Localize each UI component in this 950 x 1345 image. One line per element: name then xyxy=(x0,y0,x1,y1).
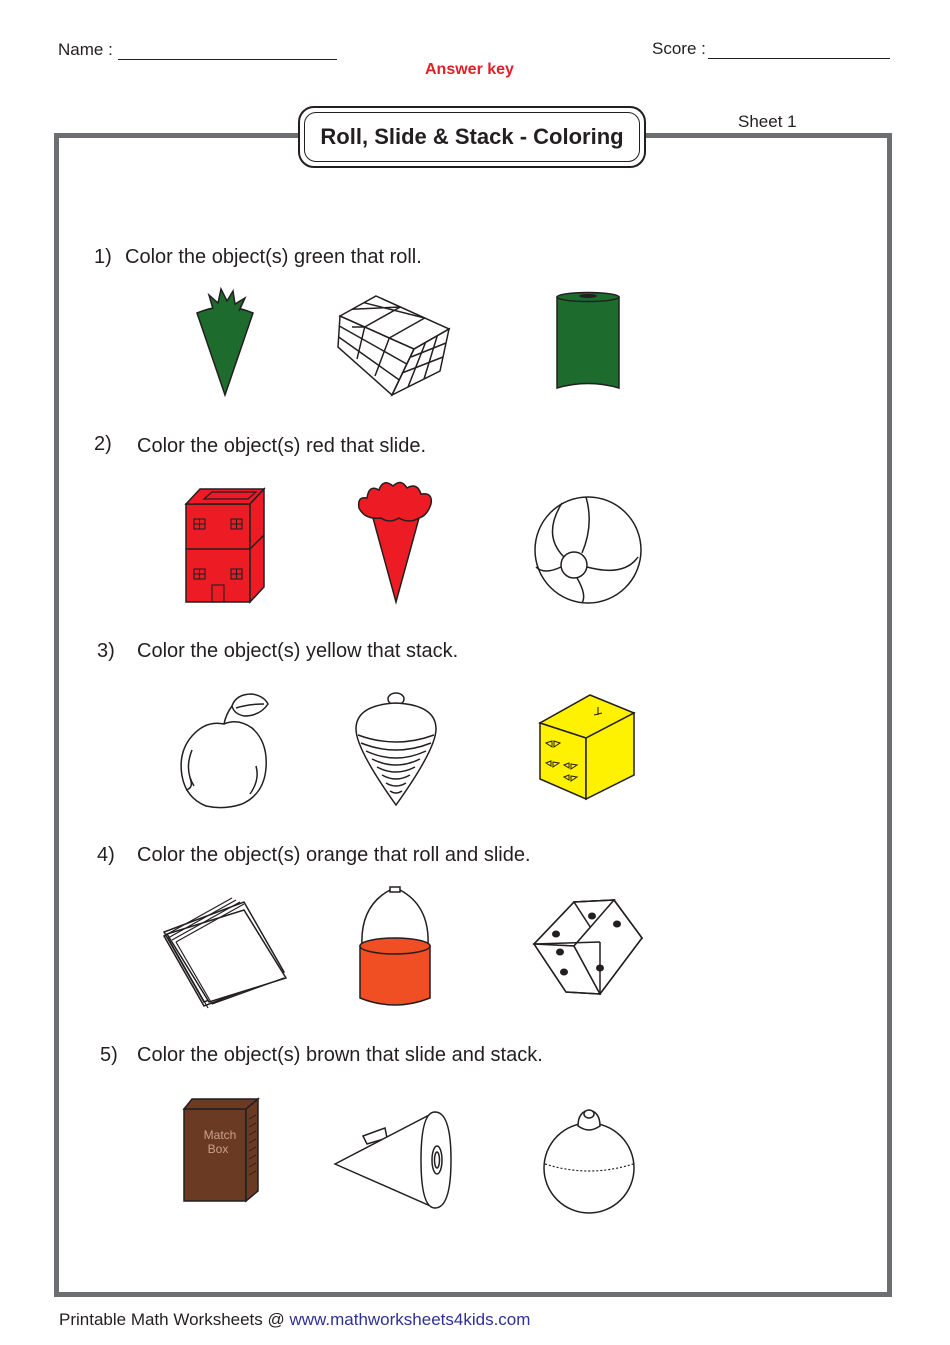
carrot-icon[interactable] xyxy=(185,285,265,400)
question-2-text: Color the object(s) red that slide. xyxy=(137,435,427,457)
footer-text: Printable Math Worksheets @ xyxy=(59,1310,285,1329)
question-4-number: 4) xyxy=(97,844,115,866)
apple-icon[interactable] xyxy=(176,690,272,812)
question-5-text: Color the object(s) brown that slide and stack. xyxy=(137,1044,543,1066)
book-icon[interactable] xyxy=(162,896,288,1010)
name-field-line[interactable] xyxy=(118,59,337,60)
building-icon[interactable] xyxy=(184,487,266,605)
dice-icon[interactable] xyxy=(530,894,646,998)
score-field-line[interactable] xyxy=(708,58,890,59)
question-3-text: Color the object(s) yellow that stack. xyxy=(137,640,459,662)
footer-link[interactable]: www.mathworksheets4kids.com xyxy=(289,1310,531,1329)
rubiks-cube-icon[interactable] xyxy=(336,293,454,399)
question-1-number: 1) xyxy=(94,246,112,268)
name-label: Name : xyxy=(58,40,113,59)
question-5-number: 5) xyxy=(100,1044,118,1066)
cone-icon[interactable] xyxy=(333,1108,451,1212)
title-box xyxy=(298,106,646,168)
matchbox-label-line2: Box xyxy=(207,1142,229,1156)
question-2-number: 2) xyxy=(94,433,112,455)
matchbox-icon[interactable] xyxy=(182,1097,264,1203)
beach-ball-icon[interactable] xyxy=(532,495,644,605)
question-4-text: Color the object(s) orange that roll and slide. xyxy=(137,844,531,866)
sheet-label: Sheet 1 xyxy=(738,112,797,131)
spinning-top-icon[interactable] xyxy=(350,689,442,809)
bucket-icon[interactable] xyxy=(356,886,434,1008)
ice-cream-cone-icon[interactable] xyxy=(355,478,437,606)
page-title: Roll, Slide & Stack - Coloring xyxy=(304,112,640,162)
cylinder-icon[interactable] xyxy=(555,291,621,397)
score-label: Score : xyxy=(652,39,706,58)
answer-key-label: Answer key xyxy=(425,61,514,78)
question-1-text: Color the object(s) green that roll. xyxy=(125,246,422,268)
ornament-ball-icon[interactable] xyxy=(542,1106,636,1216)
footer xyxy=(59,1310,530,1330)
matchbox-label-line1: Match xyxy=(203,1128,237,1142)
yellow-cube-icon[interactable] xyxy=(536,693,638,803)
question-3-number: 3) xyxy=(97,640,115,662)
